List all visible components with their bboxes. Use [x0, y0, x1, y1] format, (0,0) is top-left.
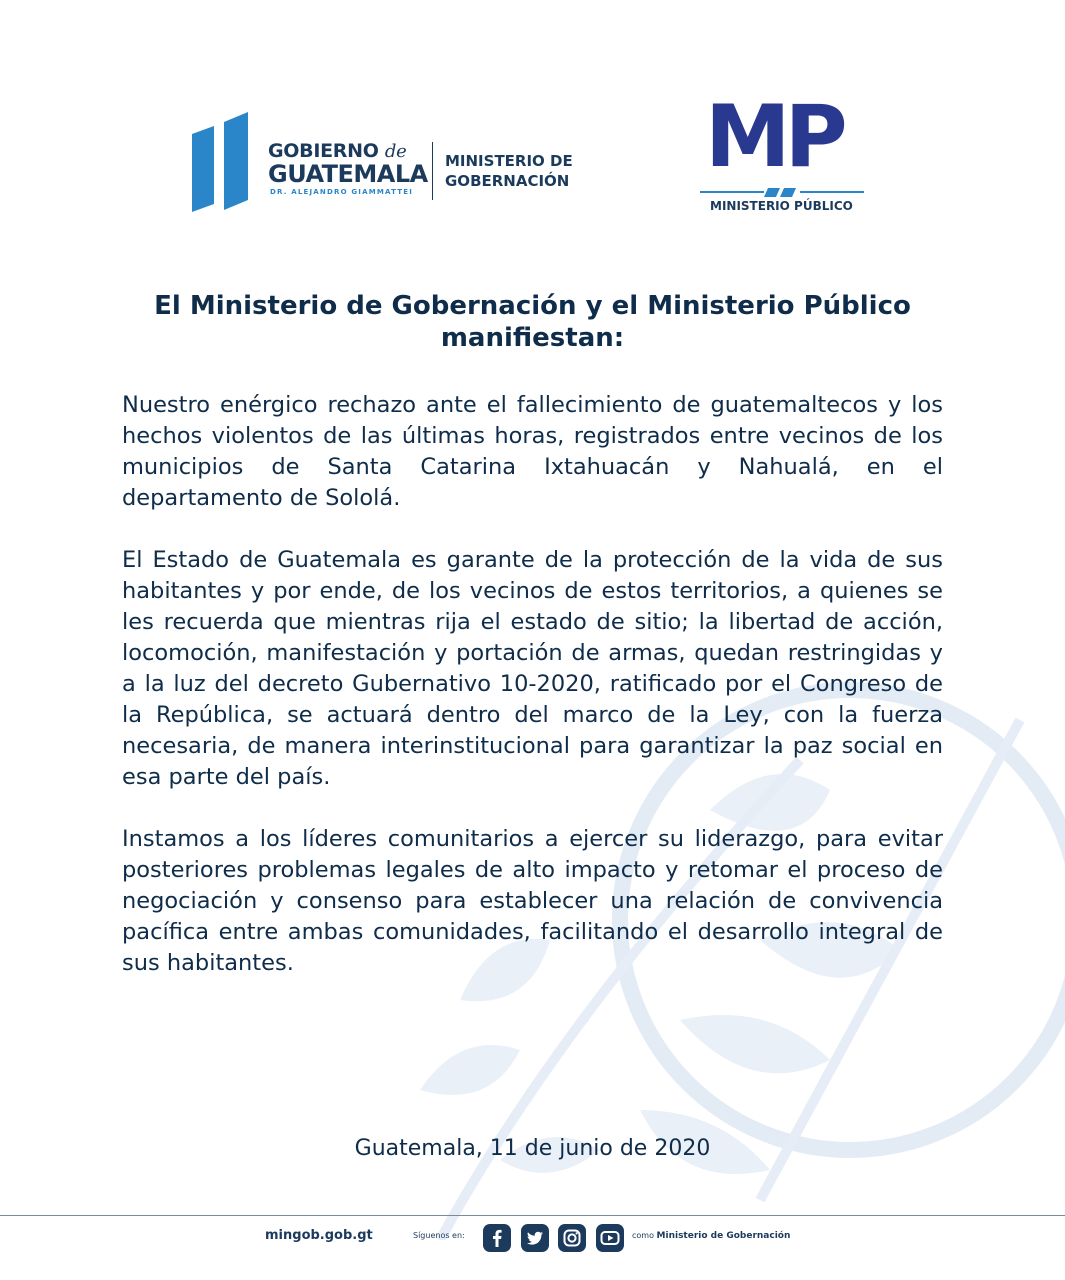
statement-title: El Ministerio de Gobernación y el Ministerio Público manifiestan: [154, 291, 911, 353]
gob-line1: GOBIERNO [268, 140, 379, 162]
statement-date: Guatemala, 11 de junio de 2020 [354, 1136, 711, 1161]
mp-emblem-line [700, 188, 865, 198]
gobierno-guatemala-logo [190, 112, 590, 214]
twitter-icon[interactable] [521, 1224, 549, 1252]
gob-de: de [384, 141, 407, 162]
ministerio-publico-logo [700, 87, 865, 218]
gobierno-bars-emblem [190, 112, 250, 214]
ministry-line1: MINISTERIO DE [445, 152, 573, 170]
website-link[interactable]: mingob.gob.gt [265, 1228, 373, 1243]
mp-letters: MP [705, 87, 842, 187]
footer-handle [632, 1231, 790, 1241]
statement-paragraph-1: Nuestro enérgico rechazo ante el fallecimiento de guatemaltecos y los hechos violentos de las últimas horas, registrados entre vecinos de los municipios de Santa Catarina Ixtahuacán y Nahualá, en el departamento de Sololá. [122, 392, 943, 511]
instagram-icon[interactable] [558, 1224, 586, 1252]
facebook-icon[interactable] [483, 1224, 511, 1252]
statement-paragraph-3: Instamos a los líderes comunitarios a ejercer su liderazgo, para evitar posteriores problemas legales de alto impacto y retomar el proceso de negociación y consenso para establecer una relación de convivencia pacífica entre ambas comunidades, facilitando el desarrollo integral de sus habitantes. [122, 826, 943, 976]
youtube-icon[interactable] [596, 1224, 624, 1252]
follow-label: Síguenos en: [413, 1231, 465, 1240]
handle-name: Ministerio de Gobernación [656, 1231, 791, 1241]
como-label: como [632, 1231, 654, 1240]
ministry-line2: GOBERNACIÓN [445, 172, 570, 190]
mp-label: MINISTERIO PÚBLICO [710, 199, 853, 213]
footer-divider [0, 1215, 1065, 1216]
gob-president: DR. ALEJANDRO GIAMMATTEI [270, 188, 414, 196]
statement-paragraph-2: El Estado de Guatemala es garante de la protección de la vida de sus habitantes y por ende, de los vecinos de estos territorios, a quienes se les recuerda que mientras rija el estado de sitio; la libertad de acción, locomoción, manifestación y portación de armas, quedan restringidas y a la luz del decreto Gubernativo 10-2020, ratificado por el Congreso de la República, se actuará dentro del marco de la Ley, con la fuerza necesaria, de manera interinstitucional para garantizar la paz social en esa parte del país. [122, 547, 943, 790]
statement-body [122, 390, 943, 1010]
gob-line2: GUATEMALA [268, 160, 428, 188]
logo-divider [432, 142, 433, 200]
